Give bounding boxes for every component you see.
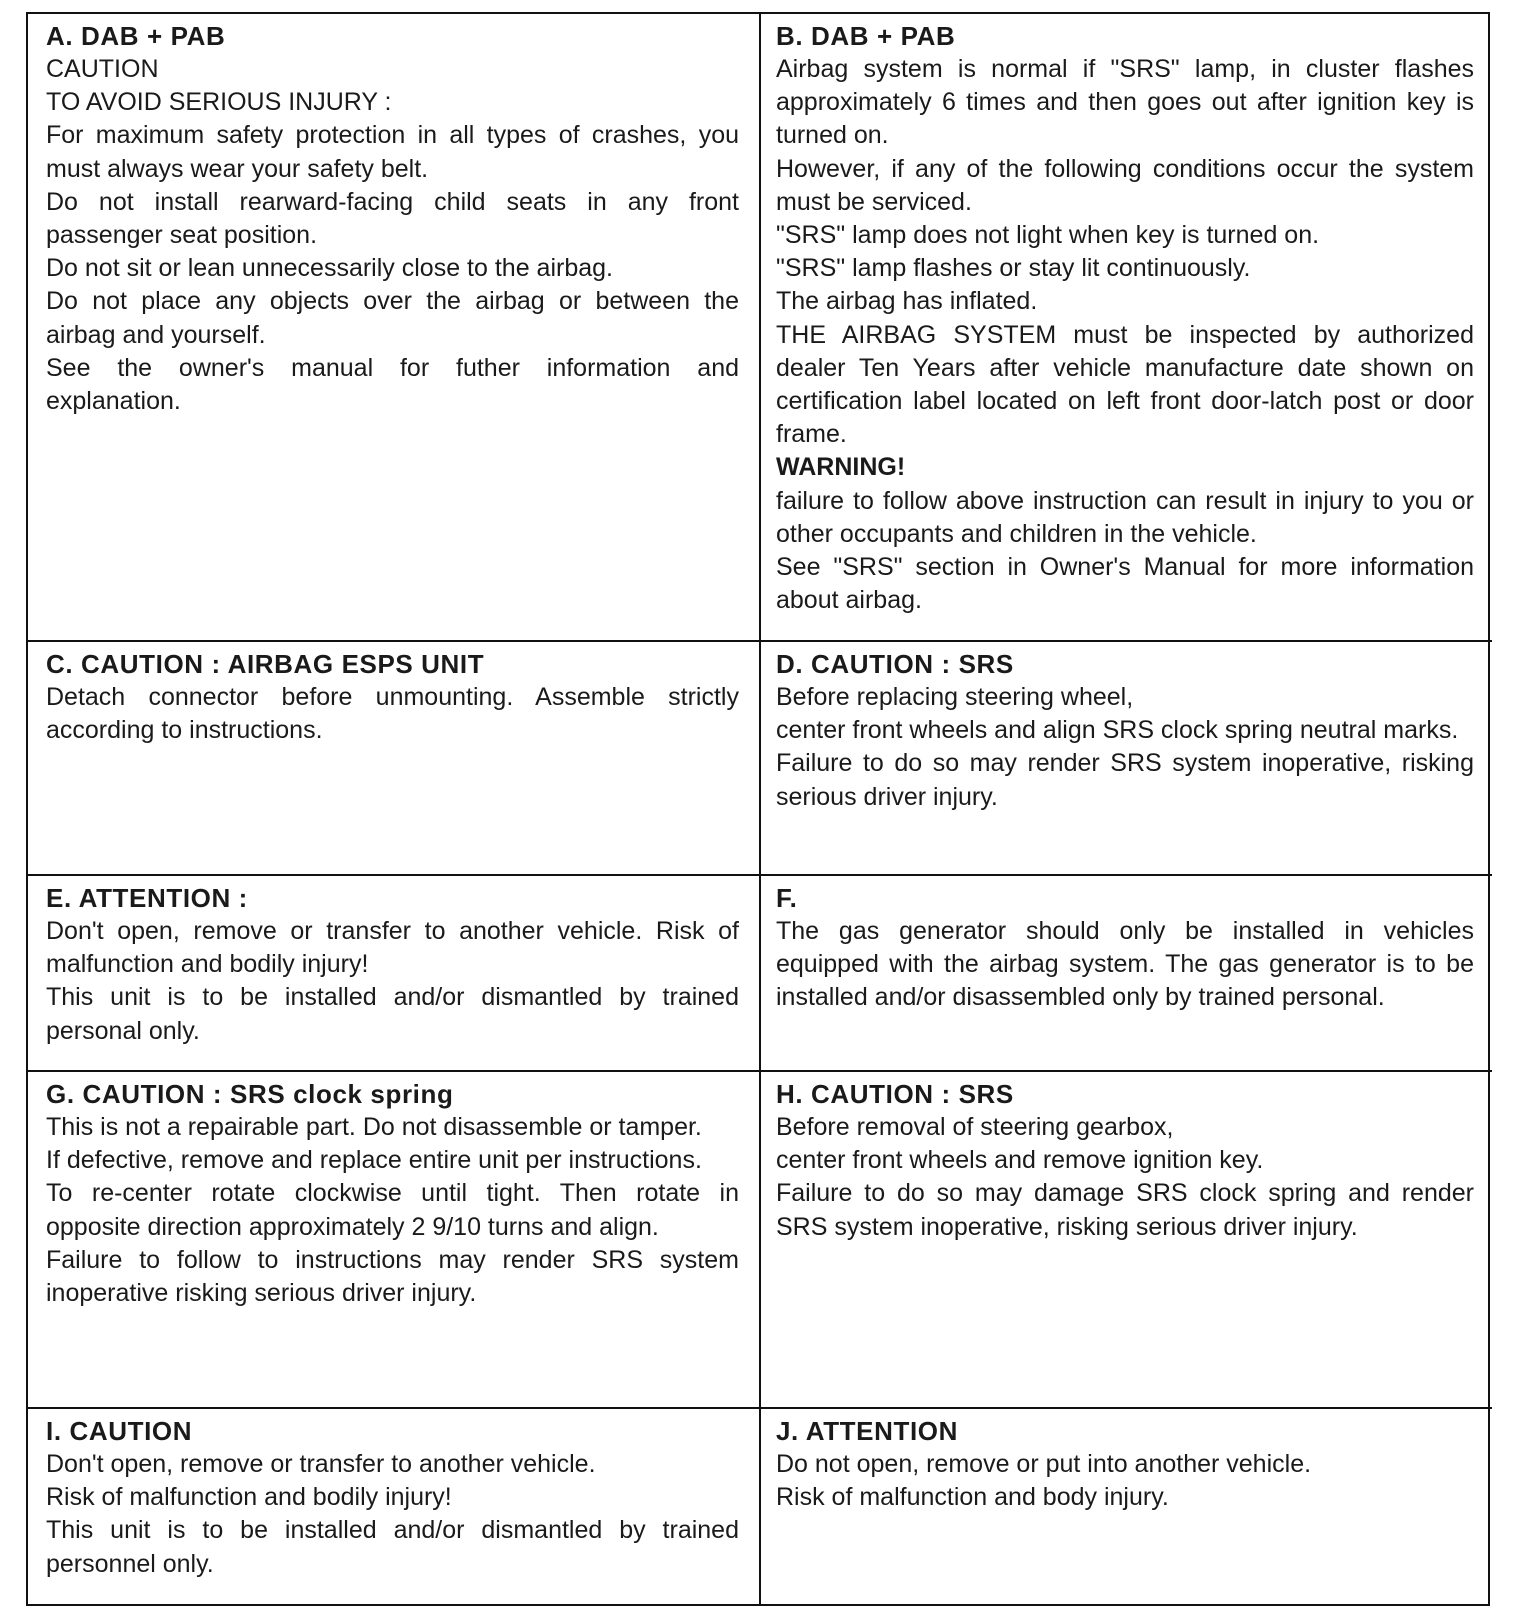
- cell-heading: F.: [776, 883, 798, 913]
- cell-line: failure to follow above instruction can result in injury to you or other occupants and children in the vehicle.: [776, 486, 1474, 548]
- cell-line: Don't open, remove or transfer to another vehicle. Risk of malfunction and bodily injury!: [46, 917, 739, 979]
- cell-heading: A. DAB + PAB: [46, 21, 226, 51]
- cell-j: [761, 1409, 1492, 1604]
- cell-e: [28, 876, 761, 1072]
- cell-line: Detach connector before unmounting. Assemble strictly according to instructions.: [46, 683, 739, 745]
- cell-line: Failure to follow to instructions may render SRS system inoperative risking serious driver injury.: [46, 1245, 739, 1308]
- cell-line: "SRS" lamp flashes or stay lit continuously.: [776, 254, 1251, 283]
- cell-line: Risk of malfunction and bodily injury!: [46, 1483, 452, 1512]
- cell-line: For maximum safety protection in all types of crashes, you must always wear your safety belt.: [46, 121, 739, 183]
- cell-line: Risk of malfunction and body injury.: [776, 1483, 1169, 1512]
- cell-line: See "SRS" section in Owner's Manual for more information about airbag.: [776, 553, 1474, 615]
- cell-heading: B. DAB + PAB: [776, 21, 956, 51]
- cell-line: Airbag system is normal if "SRS" lamp, in cluster flashes approximately 6 times and then goes out after ignition key is turned on.: [776, 55, 1474, 150]
- cell-g: [28, 1072, 761, 1409]
- cell-line: Do not install rearward-facing child seats in any front passenger seat position.: [46, 187, 739, 250]
- cell-heading: I. CAUTION: [46, 1416, 193, 1446]
- cell-line: To re-center rotate clockwise until tight. Then rotate in opposite direction approximately 2 9/10 turns and align.: [46, 1179, 739, 1241]
- cell-line: If defective, remove and replace entire unit per instructions.: [46, 1146, 702, 1175]
- cell-f: [761, 876, 1492, 1072]
- cell-line: This unit is to be installed and/or dismantled by trained personal only.: [46, 983, 739, 1045]
- cell-d: [761, 642, 1492, 876]
- cell-line: CAUTION: [46, 55, 159, 83]
- label-table: [26, 12, 1490, 1606]
- cell-line: THE AIRBAG SYSTEM must be inspected by authorized dealer Ten Years after vehicle manufacture date shown on certification label located on left front door-latch post or door frame.: [776, 320, 1474, 449]
- cell-heading: C. CAUTION : AIRBAG ESPS UNIT: [46, 649, 485, 679]
- cell-line: center front wheels and remove ignition key.: [776, 1146, 1264, 1175]
- warning-label: WARNING!: [776, 453, 906, 482]
- cell-line: center front wheels and align SRS clock spring neutral marks.: [776, 716, 1459, 745]
- cell-heading: D. CAUTION : SRS: [776, 649, 1014, 679]
- cell-line: Don't open, remove or transfer to another vehicle.: [46, 1450, 596, 1478]
- cell-line: Do not place any objects over the airbag or between the airbag and yourself.: [46, 287, 739, 349]
- cell-line: Before replacing steering wheel,: [776, 683, 1134, 711]
- cell-line: Before removal of steering gearbox,: [776, 1113, 1174, 1141]
- cell-heading: H. CAUTION : SRS: [776, 1079, 1014, 1109]
- cell-heading: E. ATTENTION :: [46, 883, 248, 913]
- cell-line: The gas generator should only be installed in vehicles equipped with the airbag system. The gas generator is to be installed and/or disassembled only by trained personal.: [776, 917, 1474, 1012]
- cell-line: "SRS" lamp does not light when key is turned on.: [776, 221, 1320, 250]
- cell-b: [761, 14, 1492, 642]
- cell-line: See the owner's manual for futher information and explanation.: [46, 353, 739, 416]
- cell-line: Failure to do so may damage SRS clock spring and render SRS system inoperative, risking serious driver injury.: [776, 1179, 1474, 1241]
- cell-c: [28, 642, 761, 876]
- cell-line: This is not a repairable part. Do not disassemble or tamper.: [46, 1113, 702, 1141]
- cell-line: Do not sit or lean unnecessarily close to the airbag.: [46, 254, 613, 283]
- cell-h: [761, 1072, 1492, 1409]
- cell-heading: G. CAUTION : SRS clock spring: [46, 1079, 454, 1109]
- cell-line: Do not open, remove or put into another vehicle.: [776, 1450, 1312, 1478]
- cell-line: The airbag has inflated.: [776, 287, 1038, 316]
- cell-line: TO AVOID SERIOUS INJURY :: [46, 88, 392, 117]
- cell-heading: J. ATTENTION: [776, 1416, 958, 1446]
- cell-line: This unit is to be installed and/or dismantled by trained personnel only.: [46, 1516, 739, 1578]
- cell-line: Failure to do so may render SRS system inoperative, risking serious driver injury.: [776, 749, 1474, 811]
- cell-i: [28, 1409, 761, 1604]
- cell-a: [28, 14, 761, 642]
- cell-line: However, if any of the following conditions occur the system must be serviced.: [776, 154, 1474, 216]
